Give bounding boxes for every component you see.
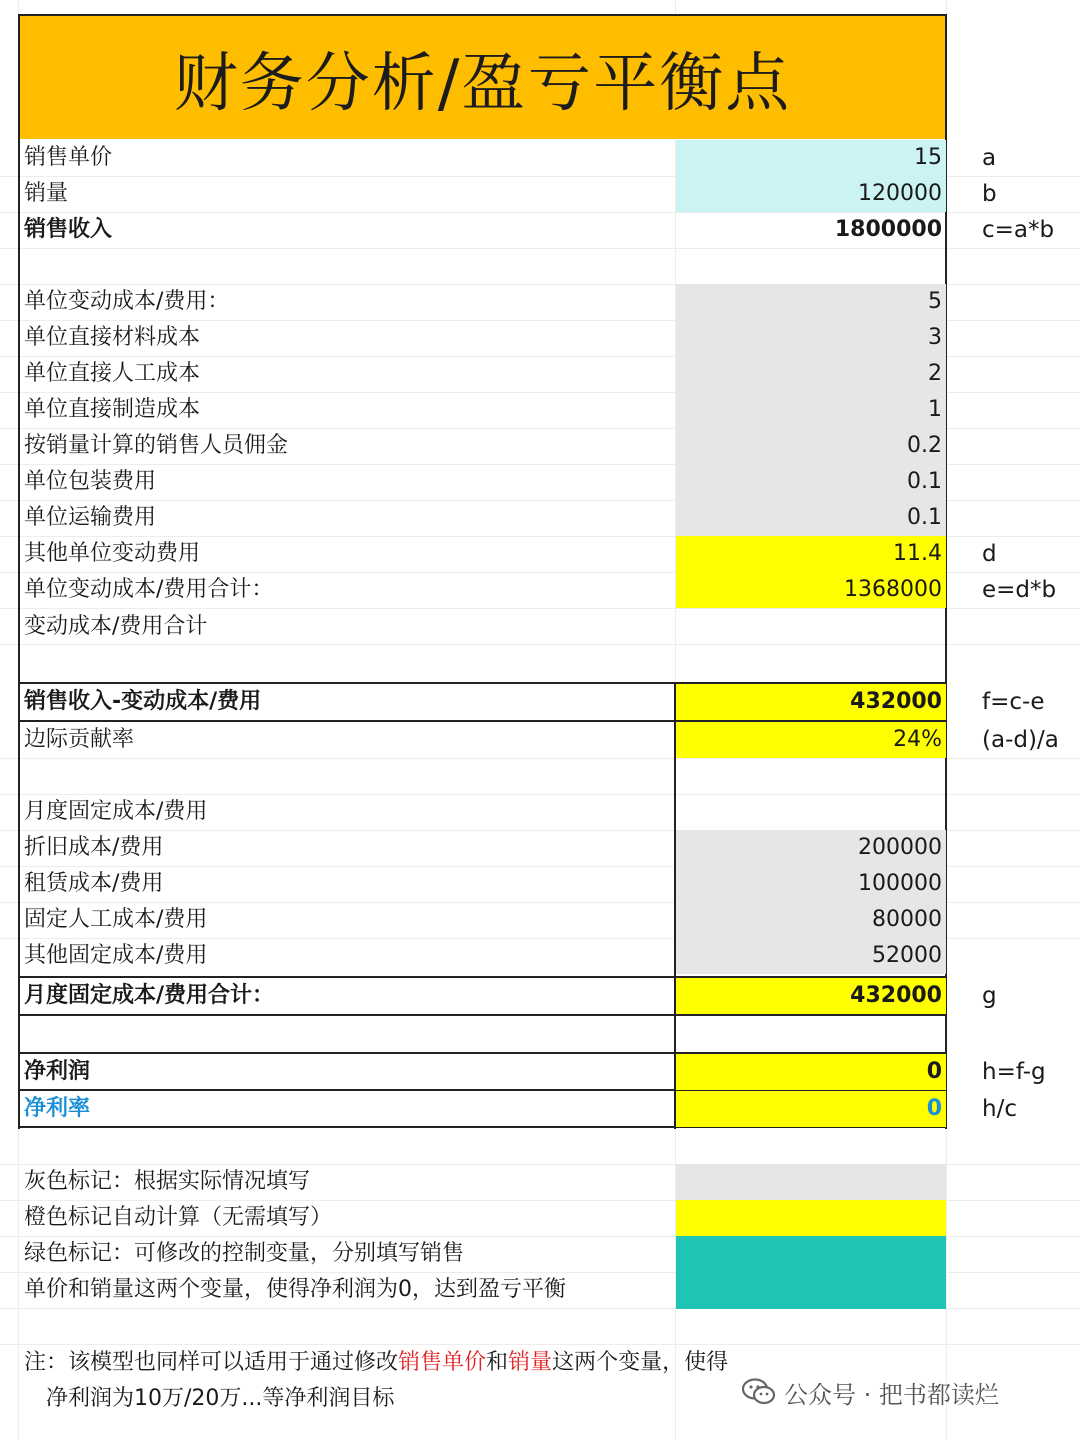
legend-text: 橙色标记自动计算（无需填写）	[24, 1205, 333, 1230]
table-row-packaging	[20, 464, 1080, 500]
material-cell[interactable]: 3	[676, 320, 946, 356]
note-line-1	[24, 1345, 728, 1381]
revenue-cell[interactable]: 1800000	[834, 217, 942, 242]
row-formula: h=f-g	[982, 1059, 1046, 1085]
watermark	[742, 1372, 999, 1412]
note-mid: 和	[486, 1350, 509, 1375]
table-row-other-var	[20, 536, 1080, 572]
table-row-manufacturing	[20, 392, 1080, 428]
commission-cell[interactable]: 0.2	[676, 428, 946, 464]
row-formula: d	[982, 541, 997, 567]
margin-rate-cell[interactable]: 24%	[676, 722, 946, 758]
fixed-total-cell[interactable]: 432000	[676, 978, 946, 1014]
row-label: 净利润	[24, 1059, 91, 1084]
row-label: 月度固定成本/费用	[24, 799, 208, 824]
note-highlight-volume: 销量	[508, 1350, 553, 1375]
contribution-cell[interactable]: 432000	[676, 684, 946, 720]
table-row-revenue	[20, 212, 1080, 248]
row-formula: g	[982, 983, 997, 1009]
row-label: 单位变动成本/费用合计：	[24, 577, 274, 602]
net-profit-cell[interactable]: 0	[676, 1054, 946, 1090]
table-row-var-header	[20, 284, 1080, 320]
row-label: 销售收入	[24, 217, 113, 242]
legend-row-orange	[20, 1200, 1080, 1236]
legend-row-gray	[20, 1164, 1080, 1200]
other-fixed-cell[interactable]: 52000	[676, 938, 946, 974]
table-row-material	[20, 320, 1080, 356]
other-var-cell[interactable]: 11.4	[676, 536, 946, 572]
row-label: 单位直接人工成本	[24, 361, 201, 386]
legend-swatch-gray	[676, 1164, 946, 1200]
table-row-labor	[20, 356, 1080, 392]
wechat-icon	[742, 1378, 776, 1406]
row-label: 租赁成本/费用	[24, 871, 164, 896]
table-row-net-margin	[20, 1091, 1080, 1127]
fixed-labor-cell[interactable]: 80000	[676, 902, 946, 938]
row-formula: f=c-e	[982, 689, 1045, 715]
legend-row-green	[20, 1236, 1080, 1272]
row-label: 单位变动成本/费用：	[24, 289, 230, 314]
transport-cell[interactable]: 0.1	[676, 500, 946, 536]
row-label: 其他单位变动费用	[24, 541, 201, 566]
row-label: 净利率	[24, 1096, 91, 1121]
table-row-net-profit	[20, 1054, 1080, 1090]
table-row-other-fixed	[20, 938, 1080, 974]
row-label: 销售单价	[24, 145, 113, 170]
table-row-rent	[20, 866, 1080, 902]
table-row-fixed-total	[20, 978, 1080, 1014]
legend-text: 灰色标记：根据实际情况填写	[24, 1169, 311, 1194]
table-row-var-sum	[20, 609, 1080, 645]
table-row-commission	[20, 428, 1080, 464]
legend-text: 单价和销量这两个变量，使得净利润为0，达到盈亏平衡	[24, 1277, 566, 1302]
row-label: 边际贡献率	[24, 727, 135, 752]
note-prefix: 注：该模型也同样可以适用于通过修改	[24, 1350, 399, 1375]
row-label: 单位直接材料成本	[24, 325, 201, 350]
row-formula: c=a*b	[982, 217, 1055, 243]
row-formula: a	[982, 145, 997, 171]
table-border	[18, 1014, 947, 1016]
var-cost-cell[interactable]: 5	[676, 284, 946, 320]
manufacturing-cell[interactable]: 1	[676, 392, 946, 428]
row-label: 销量	[24, 181, 69, 206]
rent-cell[interactable]: 100000	[676, 866, 946, 902]
note-line-2: 净利润为10万/20万...等净利润目标	[46, 1386, 395, 1411]
row-label: 固定人工成本/费用	[24, 907, 208, 932]
row-label: 单位包装费用	[24, 469, 157, 494]
table-row-fixed-header	[20, 794, 1080, 830]
row-label: 月度固定成本/费用合计：	[24, 983, 275, 1008]
table-row-price	[20, 140, 1080, 176]
row-formula: h/c	[982, 1096, 1017, 1122]
row-label: 变动成本/费用合计	[24, 614, 208, 639]
table-row-margin-rate	[20, 722, 1080, 758]
labor-cell[interactable]: 2	[676, 356, 946, 392]
legend-text: 绿色标记：可修改的控制变量，分别填写销售	[24, 1241, 465, 1266]
watermark-text: 公众号 · 把书都读烂	[784, 1380, 999, 1409]
depreciation-cell[interactable]: 200000	[676, 830, 946, 866]
row-label: 折旧成本/费用	[24, 835, 164, 860]
row-label: 单位直接制造成本	[24, 397, 201, 422]
row-label: 单位运输费用	[24, 505, 157, 530]
row-formula: (a-d)/a	[982, 727, 1059, 753]
row-formula: b	[982, 181, 997, 207]
row-label: 按销量计算的销售人员佣金	[24, 433, 289, 458]
table-row-fixed-labor	[20, 902, 1080, 938]
note-highlight-price: 销售单价	[398, 1350, 487, 1375]
row-label: 销售收入-变动成本/费用	[24, 689, 262, 714]
legend-row-green-2	[20, 1272, 1080, 1308]
table-row-transport	[20, 500, 1080, 536]
row-formula: e=d*b	[982, 577, 1057, 603]
grid-line	[0, 758, 1080, 759]
row-label: 其他固定成本/费用	[24, 943, 208, 968]
table-row-var-total	[20, 572, 1080, 608]
volume-input[interactable]: 120000	[676, 176, 946, 212]
legend-swatch-yellow	[676, 1200, 946, 1236]
price-input[interactable]: 15	[676, 140, 946, 176]
table-row-volume	[20, 176, 1080, 212]
table-row-contribution	[20, 684, 1080, 720]
note-suffix: 这两个变量，使得	[552, 1350, 729, 1375]
table-row-depreciation	[20, 830, 1080, 866]
grid-line	[0, 248, 1080, 249]
net-margin-cell[interactable]: 0	[676, 1091, 946, 1127]
packaging-cell[interactable]: 0.1	[676, 464, 946, 500]
var-total-cell[interactable]: 1368000	[676, 572, 946, 608]
page-title: 财务分析/盈亏平衡点	[18, 14, 947, 139]
